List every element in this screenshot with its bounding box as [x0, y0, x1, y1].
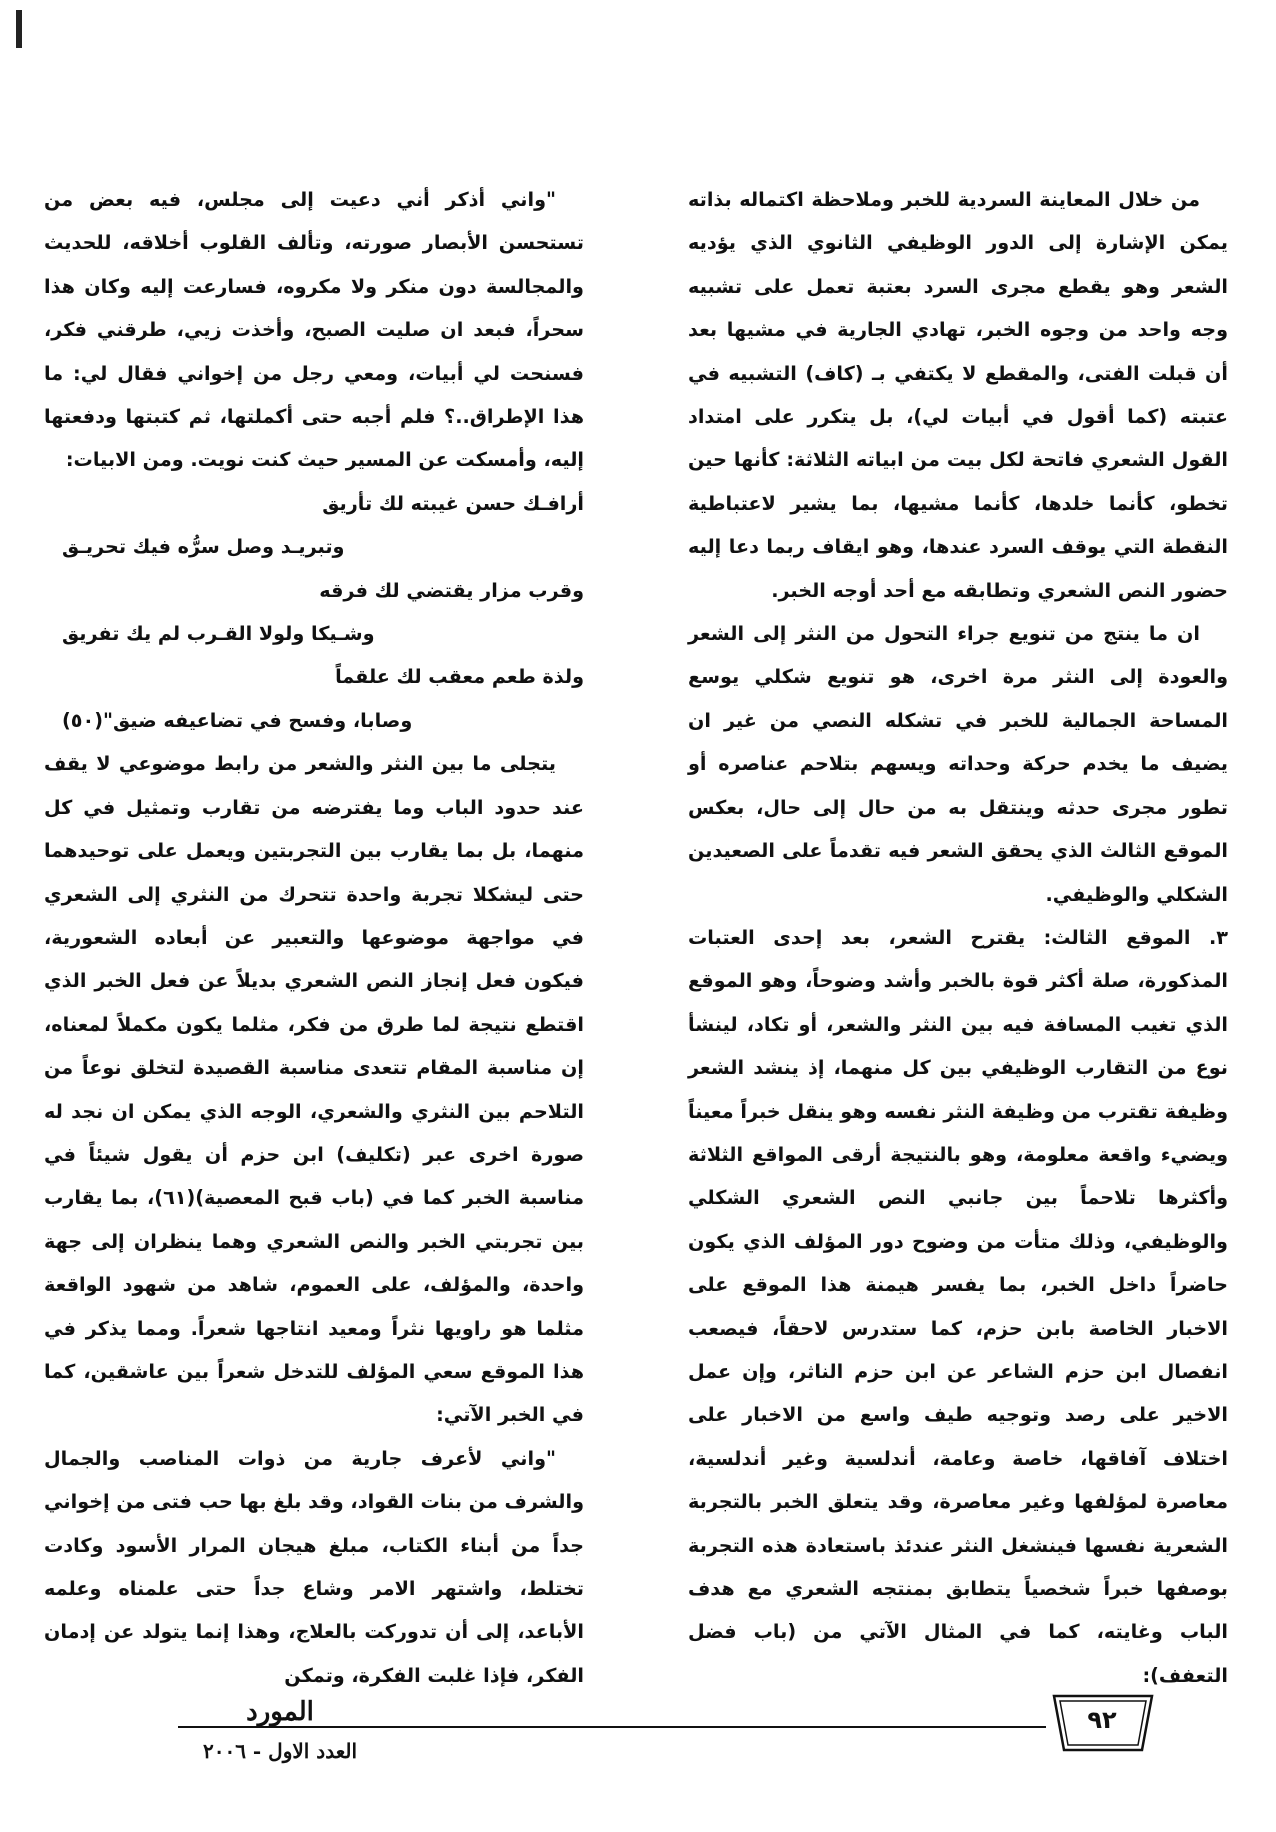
- paragraph: ٣. الموقع الثالث: يقترح الشعر، بعد إحدى العتبات المذكورة، صلة أكثر قوة بالخبر وأشد وضوحاً، وهو الموقع الذي تغيب المسافة فيه بين النثر والشعر، أو تكاد، لينشأ نوع من التقارب الوظيفي بين كل منهما، إذ ينشد الشعر وظيفة تقترب من وظيفة النثر نفسه وهو ينقل خبراً معيناً ويضيء واقعة معلومة، وهو بالنتيجة أرقى المواقع الثلاثة وأكثرها تلاحماً بين جانبي النص الشعري الشكلي والوظيفي، وذلك متأت من وضوح دور المؤلف الذي يكون حاضراً داخل الخبر، بما يفسر هيمنة هذا الموقع على الاخبار الخاصة بابن حزم، كما ستدرس لاحقاً، فيصعب انفصال ابن حزم الشاعر عن ابن حزم الناثر، وإن عمل الاخير على رصد وتوجيه طيف واسع من الاخبار على اختلاف آفاقها، خاصة وعامة، أندلسية وغير أندلسية، معاصرة لمؤلفها وغير معاصرة، وقد يتعلق الخبر بالتجربة الشعرية نفسها فينشغل النثر عندئذ باستعادة هذه التجربة بوصفها خبراً شخصياً يتطابق بمنتجه الشعري مع هدف الباب وغايته، كما في المثال الآتي من (باب فضل التعفف):: [688, 925, 1228, 1687]
- verse-line: أرافـك حسن غيبته لك تأريق: [322, 491, 584, 515]
- verse-line: وتبريـد وصل سرُّه فيك تحريـق: [62, 535, 345, 559]
- scan-edge-mark: [16, 10, 22, 48]
- verse-line: وقرب مزار يقتضي لك فرقه: [319, 578, 584, 602]
- left-column: [44, 178, 584, 1697]
- journal-issue: العدد الاول - ٢٠٠٦: [202, 1739, 357, 1763]
- quotation: "واني أذكر أني دعيت إلى مجلس، فيه بعض من تستحسن الأبصار صورته، وتألف القلوب أخلاقه، للحديث والمجالسة دون منكر ولا مكروه، فسارعت إليه وكان هذا سحراً، فبعد ان صليت الصبح، وأخذت زيي، طرقني فكر، فسنحت لي أبيات، ومعي رجل من إخواني فقال لي: ما هذا الإطراق..؟ فلم أجبه حتى أكملتها، ثم كتبتها ودفعتها إليه، وأمسكت عن المسير حيث كنت نويت. ومن الابيات:: [44, 188, 584, 472]
- paragraph: من خلال المعاينة السردية للخبر وملاحظة اكتماله بذاته يمكن الإشارة إلى الدور الوظيفي الثانوي الذي يؤديه الشعر وهو يقطع مجرى السرد بعتبة تعمل على تشبيه وجه واحد من وجوه الخبر، تهادي الجارية في مشيها بعد أن قبلت الفتى، والمقطع لا يكتفي بـ (كاف) التشبيه في عتبته (كما أقول في أبيات لي)، بل يتكرر على امتداد القول الشعري فاتحة لكل بيت من ابياته الثلاثة: كأنها حين تخطو، كأنما خلدها، كأنما مشيها، بما يشير لاعتباطية النقطة التي يوقف السرد عندها، وهو ايقاف ربما دعا إليه حضور النص الشعري وتطابقه مع أحد أوجه الخبر.: [688, 188, 1228, 602]
- paragraph: يتجلى ما بين النثر والشعر من رابط موضوعي لا يقف عند حدود الباب وما يفترضه من تقارب وتمثيل في كل منهما، بل بما يقارب بين التجربتين ويعمل على توحيدهما حتى ليشكلا تجربة واحدة تتحرك من النثري إلى الشعري في مواجهة موضوعها والتعبير عن أبعاده الشعورية، فيكون فعل إنجاز النص الشعري بديلاً عن فعل الخبر الذي اقتطع نتيجة لما طرق من فكر، مثلما يكون مكملاً لمعناه، إن مناسبة المقام تتعدى مناسبة القصيدة لتخلق نوعاً من التلاحم بين النثري والشعري، الوجه الذي يمكن ان نجد له صورة اخرى عبر (تكليف) ابن حزم أن يقول شيئاً في مناسبة الخبر كما في (باب قبح المعصية)(٦١)، بما يقارب بين تجربتي الخبر والنص الشعري وهما ينظران إلى جهة واحدة، والمؤلف، على العموم، شاهد من شهود الواقعة مثلما هو راويها نثراً ومعيد انتاجها شعراً. ومما يذكر في هذا الموقع سعي المؤلف للتدخل شعراً بين عاشقين، كما في الخبر الآتي:: [44, 752, 584, 1427]
- poem: [44, 482, 584, 742]
- paragraph: ان ما ينتج من تنويع جراء التحول من النثر إلى الشعر والعودة إلى النثر مرة اخرى، هو تنويع شكلي يوسع المساحة الجمالية للخبر في تشكله النصي من غير ان يضيف ما يخدم حركة وحداته ويسهم بتلاحم عناصره أو تطور مجرى حدثه وينتقل به من حال إلى حال، بعكس الموقع الثالث الذي يحقق الشعر فيه تقدماً على الصعيدين الشكلي والوظيفي.: [688, 622, 1228, 906]
- right-column: [688, 178, 1228, 1697]
- verse-line: وشـيكا ولولا القـرب لم يك تفريق: [62, 622, 375, 646]
- page-number-badge: [1048, 1692, 1156, 1754]
- page-footer: [0, 1670, 1276, 1810]
- journal-masthead: [170, 1698, 390, 1766]
- quotation: "واني لأعرف جارية من ذوات المناصب والجمال والشرف من بنات القواد، وقد بلغ بها حب فتى من إخواني جداً من أبناء الكتاب، مبلغ هيجان المرار الأسود وكادت تختلط، واشتهر الامر وشاع جداً حتى علمناه وعلمه الأباعد، إلى أن تدوركت بالعلاج، وهذا إنما يتولد عن إدمان الفكر، فإذا غلبت الفكرة، وتمكن: [44, 1446, 584, 1687]
- verse-line: وصابا، وفسح في تضاعيفه ضيق"(٥٠): [62, 708, 413, 732]
- verse-line: ولذة طعم معقب لك علقماً: [335, 665, 584, 689]
- journal-name: المورد: [246, 1697, 314, 1727]
- page-number: ٩٢: [1087, 1706, 1117, 1734]
